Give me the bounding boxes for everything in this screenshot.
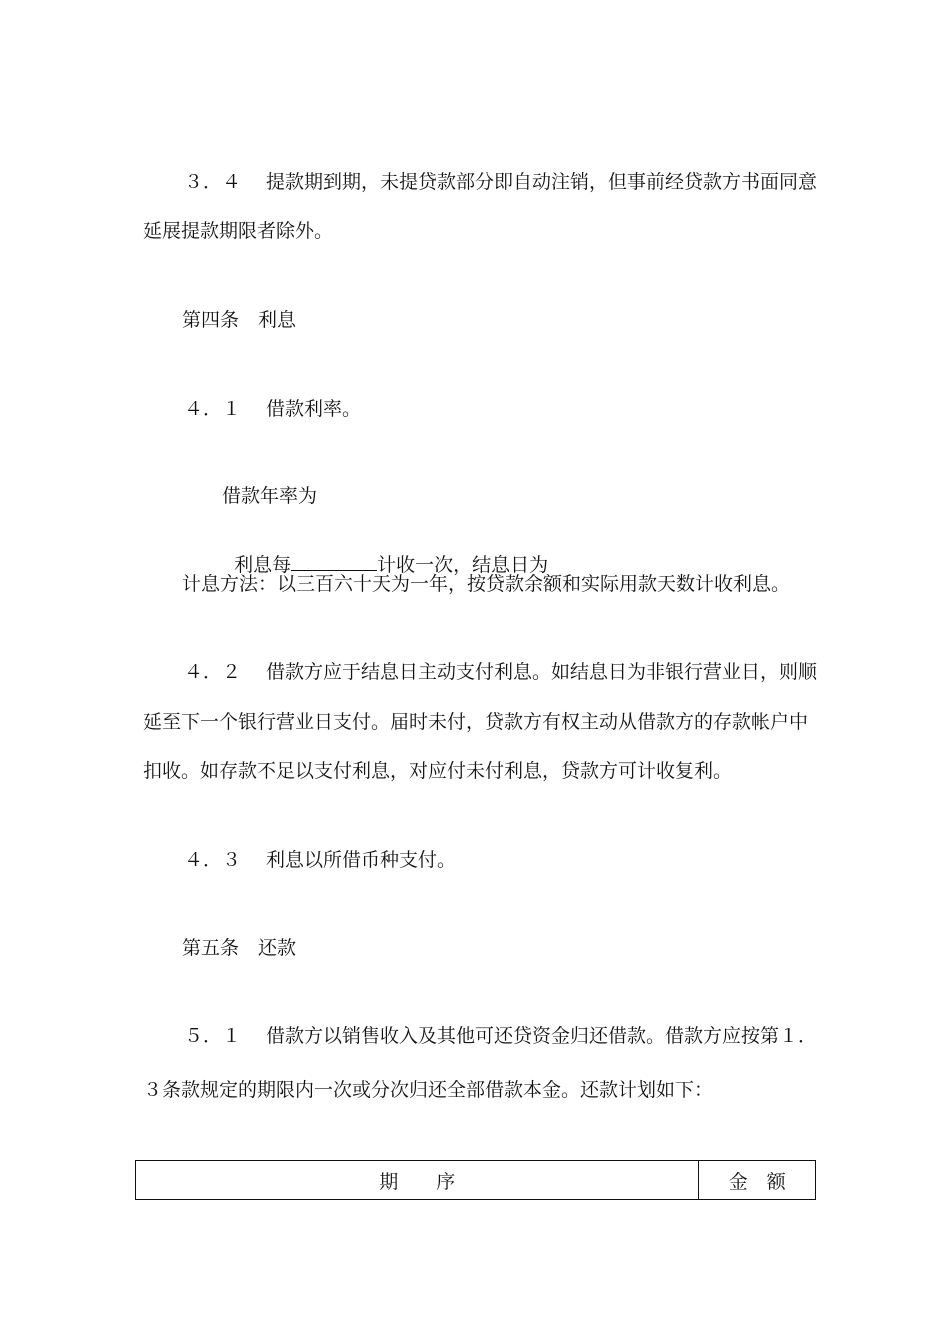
interest-line [222, 528, 548, 577]
header-period: 期 序 [136, 1161, 699, 1200]
repayment-schedule-table [135, 1160, 816, 1200]
para-5-1-line1: ５．１ 借款方以销售收入及其他可还贷资金归还借款。借款方应按第１． [184, 1025, 818, 1047]
para-4-1-title: ４．１ 借款利率。 [184, 398, 362, 420]
header-amount: 金 额 [699, 1161, 816, 1200]
table-header-row [136, 1161, 816, 1200]
para-5-1-line2: ３条款规定的期限内一次或分次归还全部借款本金。还款计划如下： [143, 1079, 714, 1101]
interest-prefix: 利息每 [234, 554, 292, 576]
para-3-4-line2: 延展提款期限者除外。 [143, 220, 334, 242]
para-4-2-line1: ４．２ 借款方应于结息日主动支付利息。如结息日为非银行营业日，则顺 [184, 661, 818, 683]
article-4-title: 第四条 利息 [182, 309, 297, 331]
interest-period-blank [291, 552, 377, 571]
interest-method-line: 计息方法：以三百六十天为一年，按贷款余额和实际用款天数计收利息。 [182, 573, 791, 595]
interest-suffix: 计收一次，结息日为 [377, 554, 549, 576]
rate-line: 借款年率为 [222, 485, 318, 507]
para-4-2-line2: 延至下一个银行营业日支付。届时未付，贷款方有权主动从借款方的存款帐户中 [143, 711, 809, 733]
para-4-3: ４．３ 利息以所借币种支付。 [184, 849, 457, 871]
article-5-title: 第五条 还款 [182, 937, 297, 959]
para-4-2-line3: 扣收。如存款不足以支付利息，对应付未付利息，贷款方可计收复利。 [143, 760, 733, 782]
para-3-4-line1: ３．４ 提款期到期，未提贷款部分即自动注销，但事前经贷款方书面同意 [184, 171, 818, 193]
